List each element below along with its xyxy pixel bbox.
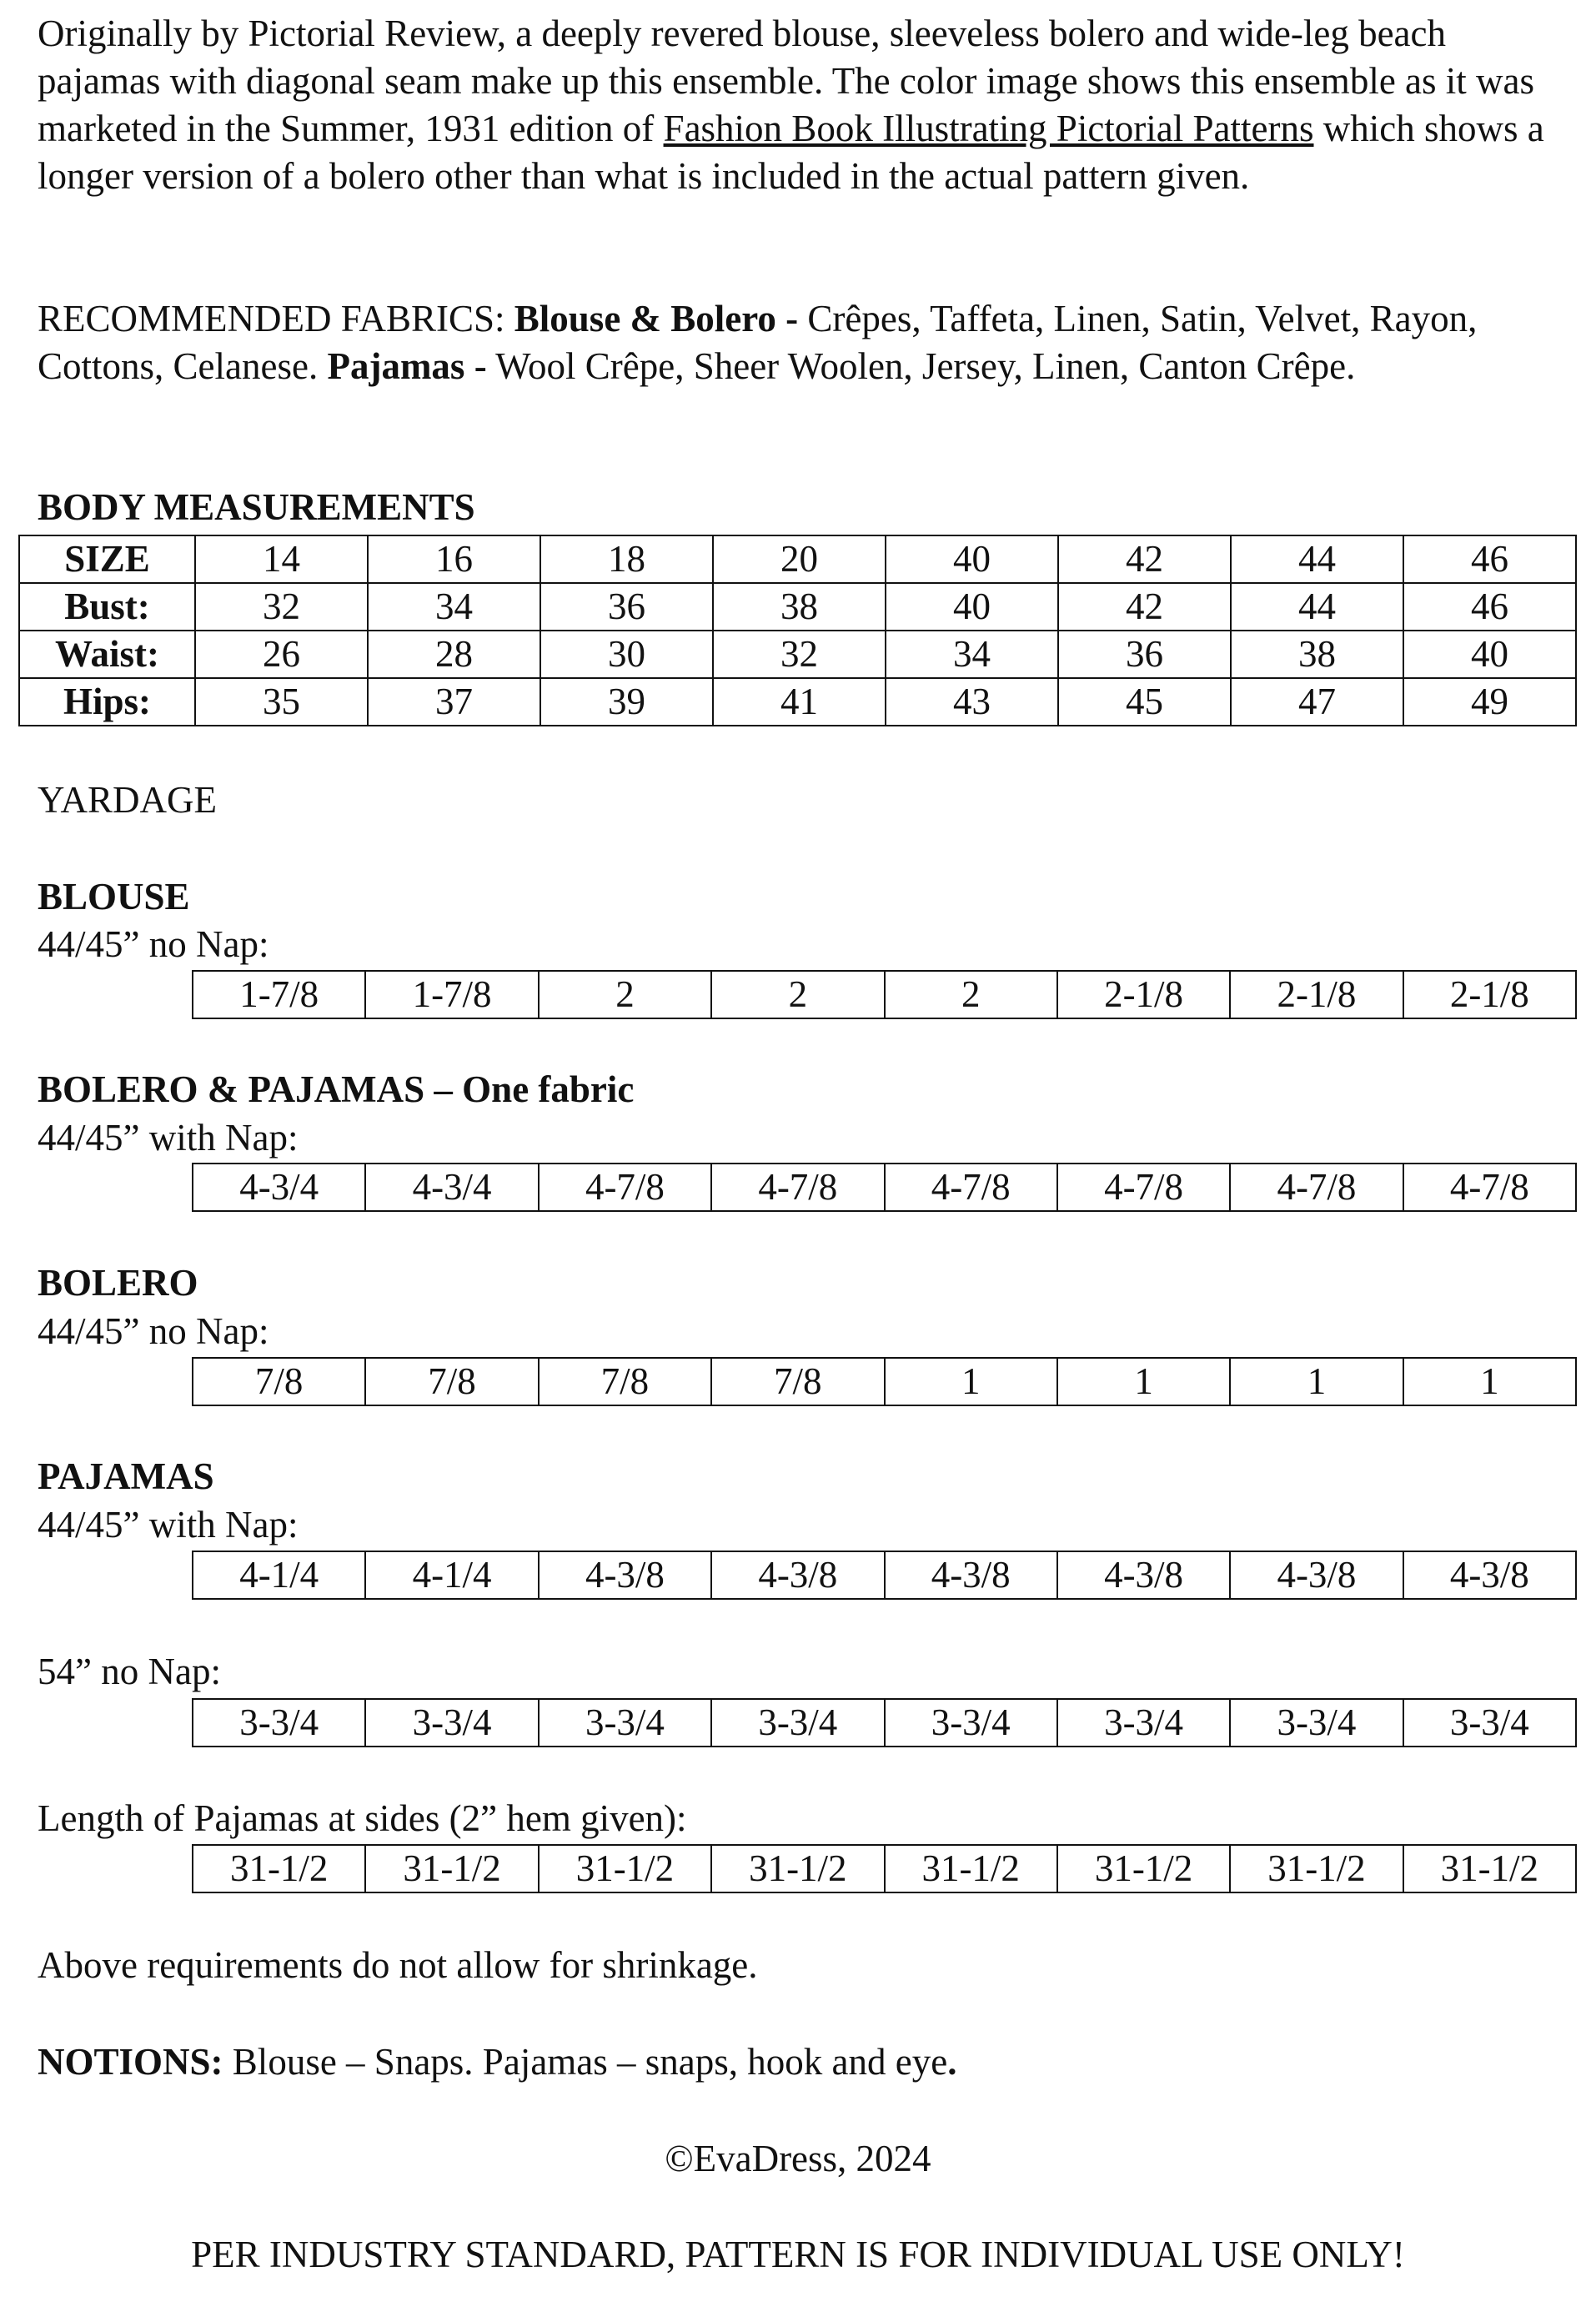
body-measurements-title: BODY MEASUREMENTS — [38, 486, 475, 528]
yardage-cell: 2 — [711, 971, 884, 1018]
measurement-cell: 40 — [1403, 631, 1576, 678]
yardage-cell: 4-3/8 — [885, 1551, 1057, 1599]
measurement-row-label: SIZE — [19, 535, 195, 583]
pajamas-length-label: Length of Pajamas at sides (2” hem given): — [38, 1797, 687, 1839]
fabrics-pajamas-text: Wool Crêpe, Sheer Woolen, Jersey, Linen, Canton Crêpe. — [486, 345, 1356, 387]
intro-text-start: Originally by Pictorial Review, a deeply revered blouse, sleeveless bolero and wide-leg beach pajamas with diagonal seam make up this ensemble. The color image shows this ensemble as it was marketed in the Summer, 1931 edition of — [38, 13, 1535, 149]
measurement-cell: 32 — [713, 631, 886, 678]
yardage-cell: 3-3/4 — [1057, 1699, 1230, 1747]
fashion-book-title: Fashion Book Illustrating Pictorial Patterns — [663, 108, 1314, 149]
yardage-row — [193, 1164, 1576, 1211]
yardage-cell: 1 — [1230, 1358, 1403, 1405]
yardage-cell: 31-1/2 — [1057, 1845, 1230, 1892]
yardage-cell: 4-7/8 — [711, 1164, 884, 1211]
fabrics-blouse-text: Crêpes, Taffeta, Linen, Satin, Velvet, Rayon, Cottons, Celanese. — [38, 298, 1478, 387]
yardage-row — [193, 1699, 1576, 1747]
measurement-cell: 32 — [195, 583, 368, 631]
fabrics-prefix: RECOMMENDED FABRICS: — [38, 298, 514, 339]
yardage-cell: 3-3/4 — [1403, 1699, 1576, 1747]
yardage-cell: 3-3/4 — [193, 1699, 365, 1747]
pajamas-fabric-label: 44/45” with Nap: — [38, 1504, 299, 1546]
measurement-row-label: Bust: — [19, 583, 195, 631]
yardage-title: YARDAGE — [38, 779, 218, 821]
measurement-cell: 30 — [540, 631, 713, 678]
yardage-cell: 4-3/8 — [1403, 1551, 1576, 1599]
pajamas-54-fabric-label: 54” no Nap: — [38, 1651, 221, 1692]
usage-notice: PER INDUSTRY STANDARD, PATTERN IS FOR INDIVIDUAL USE ONLY! — [191, 2234, 1405, 2275]
notions-end: . — [947, 2041, 957, 2083]
measurement-row-label: Waist: — [19, 631, 195, 678]
yardage-cell: 4-1/4 — [365, 1551, 538, 1599]
measurement-cell: 41 — [713, 678, 886, 726]
yardage-cell: 3-3/4 — [365, 1699, 538, 1747]
measurement-cell: 44 — [1231, 583, 1403, 631]
yardage-cell: 7/8 — [365, 1358, 538, 1405]
yardage-cell: 4-7/8 — [1230, 1164, 1403, 1211]
measurement-row — [19, 583, 1576, 631]
copyright: ©EvaDress, 2024 — [665, 2138, 931, 2179]
yardage-row — [193, 1358, 1576, 1405]
measurement-cell: 16 — [368, 535, 540, 583]
measurement-cell: 38 — [713, 583, 886, 631]
yardage-row — [193, 1845, 1576, 1892]
yardage-cell: 31-1/2 — [1230, 1845, 1403, 1892]
measurement-cell: 45 — [1058, 678, 1231, 726]
measurement-cell: 49 — [1403, 678, 1576, 726]
measurement-cell: 46 — [1403, 583, 1576, 631]
bolero-pajamas-title: BOLERO & PAJAMAS – One fabric — [38, 1068, 635, 1110]
measurement-row — [19, 631, 1576, 678]
yardage-cell: 3-3/4 — [539, 1699, 711, 1747]
measurement-cell: 34 — [886, 631, 1058, 678]
pajamas-yardage-table — [192, 1551, 1577, 1600]
yardage-cell: 4-3/4 — [365, 1164, 538, 1211]
yardage-cell: 2 — [539, 971, 711, 1018]
measurement-cell: 42 — [1058, 583, 1231, 631]
body-measurements-table — [18, 535, 1577, 726]
yardage-cell: 1 — [885, 1358, 1057, 1405]
measurement-cell: 43 — [886, 678, 1058, 726]
notions-label: NOTIONS: — [38, 2041, 223, 2083]
measurement-cell: 18 — [540, 535, 713, 583]
measurement-cell: 14 — [195, 535, 368, 583]
yardage-row — [193, 1551, 1576, 1599]
shrinkage-note: Above requirements do not allow for shrinkage. — [38, 1944, 758, 1986]
blouse-title: BLOUSE — [38, 876, 190, 917]
blouse-fabric-label: 44/45” no Nap: — [38, 923, 269, 965]
yardage-cell: 4-7/8 — [539, 1164, 711, 1211]
yardage-cell: 31-1/2 — [365, 1845, 538, 1892]
measurement-row — [19, 678, 1576, 726]
yardage-cell: 31-1/2 — [193, 1845, 365, 1892]
yardage-cell: 1-7/8 — [193, 971, 365, 1018]
measurement-cell: 42 — [1058, 535, 1231, 583]
measurement-cell: 36 — [540, 583, 713, 631]
measurement-cell: 35 — [195, 678, 368, 726]
measurement-cell: 28 — [368, 631, 540, 678]
intro-paragraph — [38, 10, 1563, 200]
yardage-cell: 31-1/2 — [711, 1845, 884, 1892]
yardage-cell: 4-3/8 — [1230, 1551, 1403, 1599]
yardage-cell: 4-3/4 — [193, 1164, 365, 1211]
blouse-yardage-table — [192, 970, 1577, 1019]
yardage-cell: 4-7/8 — [1403, 1164, 1576, 1211]
measurement-row-label: Hips: — [19, 678, 195, 726]
pajamas-title: PAJAMAS — [38, 1455, 214, 1497]
measurement-cell: 34 — [368, 583, 540, 631]
bolero-pajamas-fabric-label: 44/45” with Nap: — [38, 1117, 299, 1159]
measurement-cell: 44 — [1231, 535, 1403, 583]
yardage-cell: 4-1/4 — [193, 1551, 365, 1599]
measurement-cell: 40 — [886, 535, 1058, 583]
yardage-cell: 31-1/2 — [885, 1845, 1057, 1892]
yardage-cell: 7/8 — [539, 1358, 711, 1405]
yardage-cell: 7/8 — [711, 1358, 884, 1405]
measurement-cell: 37 — [368, 678, 540, 726]
measurement-cell: 46 — [1403, 535, 1576, 583]
yardage-cell: 4-3/8 — [711, 1551, 884, 1599]
bolero-yardage-table — [192, 1357, 1577, 1406]
yardage-cell: 31-1/2 — [1403, 1845, 1576, 1892]
bolero-title: BOLERO — [38, 1262, 198, 1304]
yardage-cell: 4-7/8 — [885, 1164, 1057, 1211]
notions-text: Blouse – Snaps. Pajamas – snaps, hook and eye — [223, 2041, 948, 2083]
measurement-cell: 38 — [1231, 631, 1403, 678]
intro-text-end: which shows a longer version of a bolero other than what is included in the actual pattern given. — [38, 108, 1544, 197]
measurement-cell: 39 — [540, 678, 713, 726]
bolero-pajamas-yardage-table — [192, 1163, 1577, 1212]
yardage-cell: 3-3/4 — [885, 1699, 1057, 1747]
fabrics-blouse-label: Blouse & Bolero - — [514, 298, 799, 339]
yardage-cell: 7/8 — [193, 1358, 365, 1405]
yardage-cell: 1 — [1403, 1358, 1576, 1405]
yardage-cell: 31-1/2 — [539, 1845, 711, 1892]
yardage-cell: 4-7/8 — [1057, 1164, 1230, 1211]
yardage-cell: 4-3/8 — [539, 1551, 711, 1599]
yardage-cell: 2-1/8 — [1230, 971, 1403, 1018]
pajamas-54-yardage-table — [192, 1698, 1577, 1747]
yardage-cell: 1 — [1057, 1358, 1230, 1405]
measurement-cell: 40 — [886, 583, 1058, 631]
fabrics-pajamas-label: Pajamas - — [327, 345, 487, 387]
yardage-cell: 3-3/4 — [1230, 1699, 1403, 1747]
yardage-cell: 4-3/8 — [1057, 1551, 1230, 1599]
bolero-fabric-label: 44/45” no Nap: — [38, 1310, 269, 1352]
measurement-row — [19, 535, 1576, 583]
yardage-cell: 2-1/8 — [1403, 971, 1576, 1018]
measurement-cell: 20 — [713, 535, 886, 583]
yardage-cell: 1-7/8 — [365, 971, 538, 1018]
yardage-row — [193, 971, 1576, 1018]
measurement-cell: 26 — [195, 631, 368, 678]
yardage-cell: 3-3/4 — [711, 1699, 884, 1747]
yardage-cell: 2 — [885, 971, 1057, 1018]
pajamas-length-table — [192, 1844, 1577, 1893]
measurement-cell: 47 — [1231, 678, 1403, 726]
notions — [38, 2038, 956, 2086]
measurement-cell: 36 — [1058, 631, 1231, 678]
yardage-cell: 2-1/8 — [1057, 971, 1230, 1018]
recommended-fabrics — [38, 295, 1563, 390]
